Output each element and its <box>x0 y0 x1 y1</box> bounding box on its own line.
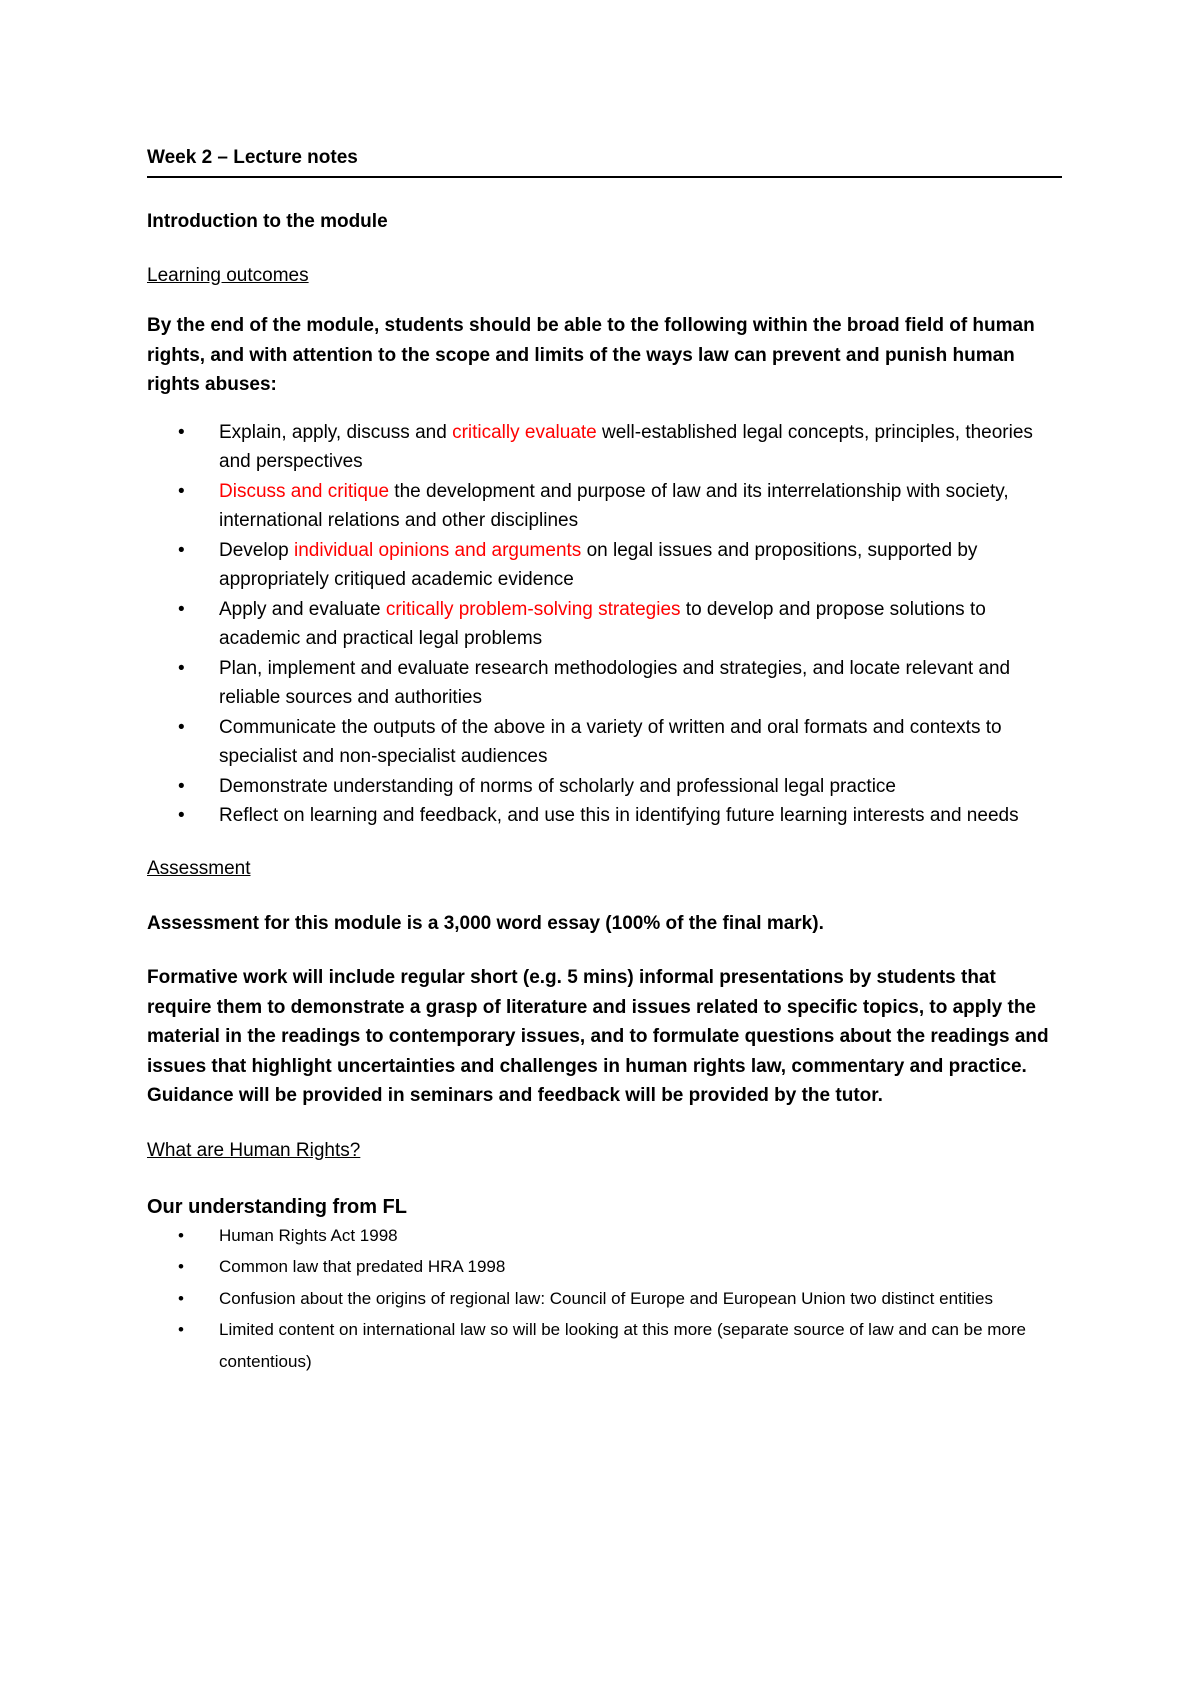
bullet-icon: • <box>178 480 185 502</box>
bullet-icon: • <box>178 1288 184 1308</box>
bullet-icon: • <box>178 598 185 620</box>
understanding-heading: Our understanding from FL <box>147 1195 407 1218</box>
bullet-icon: • <box>178 1257 184 1276</box>
list-item: • Plan, implement and evaluate research methodologies and strategies, and locate relevant and reliable sources and authorities <box>147 654 1062 713</box>
bullet-icon: • <box>178 1320 184 1339</box>
document-page <box>147 146 1062 1377</box>
learning-outcomes-list <box>147 418 1062 831</box>
list-item: • Apply and evaluate critically problem-solving strategies to develop and propose solutions to academic and practical legal problems <box>147 595 1062 654</box>
list-item: • Common law that predated HRA 1998 <box>147 1251 1062 1283</box>
emphasis-text: critically evaluate <box>452 421 597 443</box>
emphasis-text: individual opinions and arguments <box>294 539 582 561</box>
list-item: • Demonstrate understanding of norms of scholarly and professional legal practice <box>147 772 1062 802</box>
understanding-list <box>147 1220 1062 1378</box>
assessment-heading: Assessment <box>147 857 251 879</box>
formative-text: Formative work will include regular short (e.g. 5 mins) informal presentations by students that require them to demonstrate a grasp of literature and issues related to specific topics, to apply the material in the readings to contemporary issues, and to formulate questions about the readings and issues that highlight uncertainties and challenges in human rights law, commentary and practice. Guidance will be provided in seminars and feedback will be provided by the tutor. <box>147 967 1049 1106</box>
list-item: • Communicate the outputs of the above in a variety of written and oral formats and contexts to specialist and non-specialist audiences <box>147 713 1062 772</box>
intro-heading: Introduction to the module <box>147 211 388 232</box>
assessment-text: Assessment for this module is a 3,000 word essay (100% of the final mark). <box>147 912 824 934</box>
learning-outcomes-heading: Learning outcomes <box>147 265 309 286</box>
bullet-icon: • <box>178 539 185 561</box>
learning-outcomes-intro: By the end of the module, students should be able to the following within the broad field of human rights, and with attention to the scope and limits of the ways law can prevent and punish human rights abuses: <box>147 315 1035 395</box>
list-item: • Human Rights Act 1998 <box>147 1220 1062 1252</box>
human-rights-heading: What are Human Rights? <box>147 1139 361 1161</box>
list-item: • Discuss and critique the development and purpose of law and its interrelationship with society, international relations and other disciplines <box>147 477 1062 536</box>
list-item: • Develop individual opinions and arguments on legal issues and propositions, supported by appropriately critiqued academic evidence <box>147 536 1062 595</box>
bullet-icon: • <box>178 805 185 826</box>
emphasis-text: Discuss and critique <box>219 480 390 502</box>
emphasis-text: critically problem-solving strategies <box>385 598 681 620</box>
bullet-icon: • <box>178 1225 184 1245</box>
list-item: • Reflect on learning and feedback, and use this in identifying future learning interests and needs <box>147 801 1062 831</box>
list-item: • Confusion about the origins of regional law: Council of Europe and European Union two distinct entities <box>147 1283 1062 1315</box>
bullet-icon: • <box>178 775 185 797</box>
list-item: • Limited content on international law so will be looking at this more (separate source of law and can be more contentious) <box>147 1314 1062 1377</box>
bullet-icon: • <box>178 421 185 443</box>
list-item: • Explain, apply, discuss and critically evaluate well-established legal concepts, principles, theories and perspectives <box>147 418 1062 477</box>
bullet-icon: • <box>178 716 185 738</box>
bullet-icon: • <box>178 657 185 679</box>
document-title: Week 2 – Lecture notes <box>147 146 1062 178</box>
